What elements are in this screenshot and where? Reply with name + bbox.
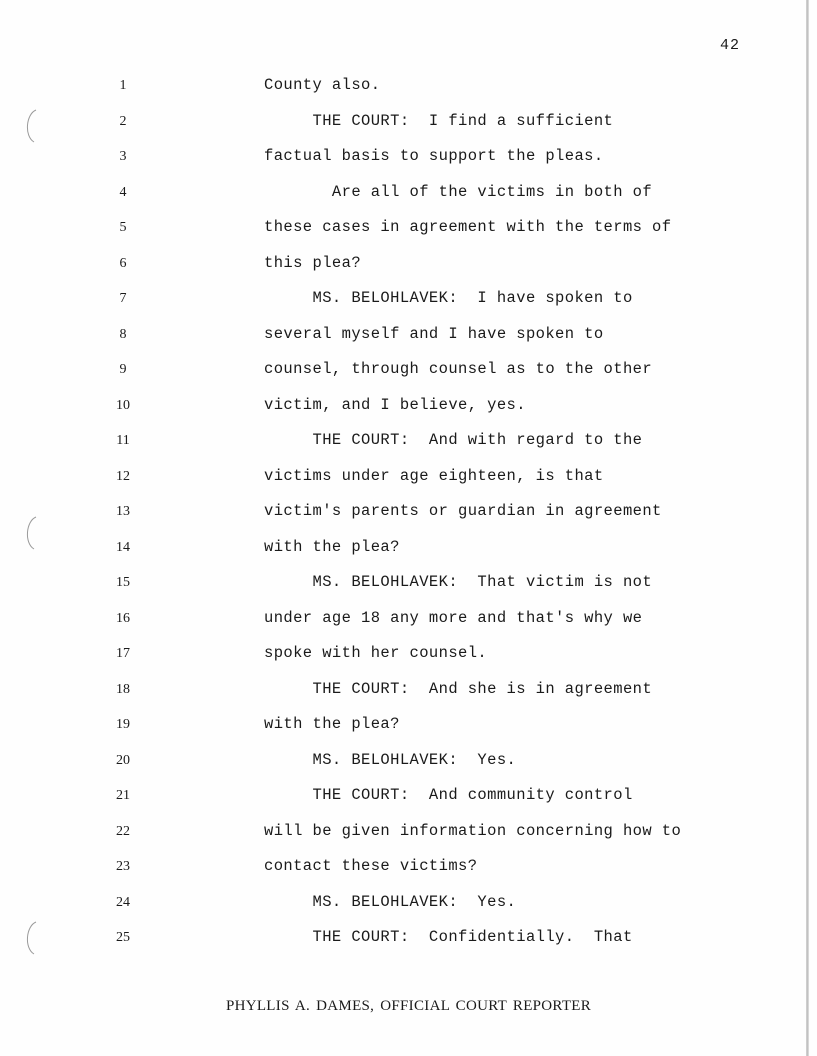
line-text: spoke with her counsel.	[264, 644, 488, 662]
transcript-line	[0, 822, 817, 842]
line-number: 12	[116, 468, 130, 484]
line-text: THE COURT: And she is in agreement	[264, 679, 653, 698]
transcript-line	[0, 928, 817, 948]
transcript-line	[0, 183, 817, 203]
line-number: 20	[116, 752, 130, 768]
transcript-line	[0, 325, 817, 345]
line-number: 18	[116, 681, 130, 697]
line-text: THE COURT: I find a sufficient	[264, 111, 614, 130]
line-number: 16	[116, 610, 130, 626]
transcript-line	[0, 609, 817, 629]
line-text: MS. BELOHLAVEK: I have spoken to	[264, 289, 633, 307]
line-text: victims under age eighteen, is that	[264, 466, 604, 485]
line-number: 23	[116, 859, 130, 874]
line-text: counsel, through counsel as to the other	[264, 360, 653, 378]
line-text: this plea?	[264, 253, 362, 272]
line-text: will be given information concerning how to	[264, 821, 682, 840]
line-number: 19	[116, 717, 130, 732]
transcript-line	[0, 112, 817, 132]
line-text: with the plea?	[264, 715, 400, 733]
line-number: 6	[119, 255, 127, 271]
line-number: 21	[116, 788, 130, 803]
transcript-line	[0, 289, 817, 309]
line-number: 1	[119, 78, 127, 93]
line-text: MS. BELOHLAVEK: Yes.	[264, 892, 517, 911]
transcript-line	[0, 573, 817, 593]
line-text: MS. BELOHLAVEK: That victim is not	[264, 573, 653, 591]
transcript-line	[0, 502, 817, 522]
transcript-line	[0, 538, 817, 558]
line-text: MS. BELOHLAVEK: Yes.	[264, 750, 517, 769]
line-number: 3	[119, 149, 127, 164]
line-text: under age 18 any more and that's why we	[264, 608, 643, 627]
line-text: these cases in agreement with the terms of	[264, 218, 672, 236]
line-text: factual basis to support the pleas.	[264, 147, 604, 165]
line-number: 25	[116, 930, 130, 945]
line-text: victim, and I believe, yes.	[264, 395, 526, 414]
line-text: County also.	[264, 76, 381, 94]
line-number: 14	[116, 539, 130, 555]
line-text: with the plea?	[264, 537, 400, 556]
transcript-line	[0, 467, 817, 487]
line-number: 10	[116, 397, 130, 413]
transcript-line	[0, 680, 817, 700]
line-text: THE COURT: Confidentially. That	[264, 928, 633, 946]
line-text: victim's parents or guardian in agreement	[264, 502, 662, 520]
line-text: several myself and I have spoken to	[264, 324, 604, 343]
transcript-line	[0, 644, 817, 664]
transcript-line	[0, 254, 817, 274]
line-number: 15	[116, 575, 130, 590]
line-number: 2	[119, 113, 127, 129]
transcript-line	[0, 893, 817, 913]
transcript-line	[0, 396, 817, 416]
line-number: 7	[119, 291, 127, 306]
transcript-line	[0, 147, 817, 167]
transcript-line	[0, 751, 817, 771]
line-text: Are all of the victims in both of	[264, 182, 653, 201]
line-text: THE COURT: And with regard to the	[264, 431, 643, 449]
transcript-line	[0, 715, 817, 735]
line-text: THE COURT: And community control	[264, 786, 633, 804]
line-number: 11	[116, 433, 130, 448]
transcript-line	[0, 857, 817, 877]
line-text: contact these victims?	[264, 857, 478, 875]
transcript-line	[0, 218, 817, 238]
line-number: 8	[119, 326, 127, 342]
line-number: 4	[119, 184, 127, 200]
transcript-line	[0, 76, 817, 96]
line-number: 22	[116, 823, 130, 839]
transcript-line	[0, 431, 817, 451]
transcript-line	[0, 360, 817, 380]
line-number: 17	[116, 646, 130, 661]
transcript-line	[0, 786, 817, 806]
page-number: 42	[719, 37, 740, 54]
line-number: 24	[116, 894, 130, 910]
court-reporter-footer: PHYLLIS A. DAMES, OFFICIAL COURT REPORTER	[225, 998, 592, 1014]
line-number: 13	[116, 504, 130, 519]
line-number: 5	[119, 220, 127, 235]
line-number: 9	[119, 362, 127, 377]
